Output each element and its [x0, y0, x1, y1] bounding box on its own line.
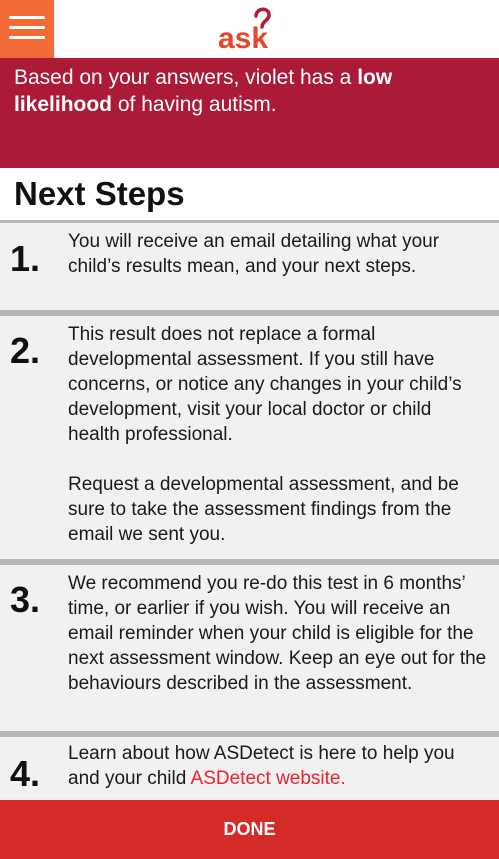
step-number: 1. [10, 238, 41, 279]
menu-button[interactable] [0, 0, 54, 58]
step-number: 3. [10, 579, 41, 620]
hamburger-menu-icon-bar [9, 36, 45, 39]
logo-text: ask [218, 22, 269, 54]
step-number: 4. [10, 753, 41, 794]
likelihood-emphasis: low likelihood [14, 66, 393, 116]
step-text: Learn about how ASDetect is here to help you and your child ASDetect website. [68, 743, 455, 789]
result-message: Based on your answers, violet has a low likelihood of having autism. [14, 66, 393, 116]
done-button[interactable]: DONE [0, 800, 499, 859]
result-banner [0, 58, 499, 168]
step-3 [0, 565, 499, 731]
step-text: You will receive an email detailing what your child’s results mean, and your next steps. [68, 231, 440, 277]
step-number: 2. [10, 330, 41, 371]
step-text: We recommend you re-do this test in 6 months’ time, or earlier if you wish. You will receive an email reminder when your child is eligible for the next assessment window. Keep an eye out for the behaviours described in the assessment. [68, 573, 487, 694]
step-2 [0, 316, 499, 559]
step-4 [0, 737, 499, 807]
step-1 [0, 223, 499, 310]
next-steps-header [0, 168, 499, 220]
step-text: This result does not replace a formal developmental assessment. If you still have concerns, or notice any changes in your child’s development, visit your local doctor or child health professional. Request a developmental assessment, and be sure to take the assessment findings from the email we sent you. [68, 324, 462, 545]
page-title: Next Steps [14, 175, 185, 212]
ask-logo [216, 4, 286, 54]
hamburger-menu-icon [9, 16, 45, 19]
app-header [0, 0, 499, 58]
asdetect-website-link[interactable]: ASDetect website. [190, 768, 346, 789]
hamburger-menu-icon-bar [9, 26, 45, 29]
